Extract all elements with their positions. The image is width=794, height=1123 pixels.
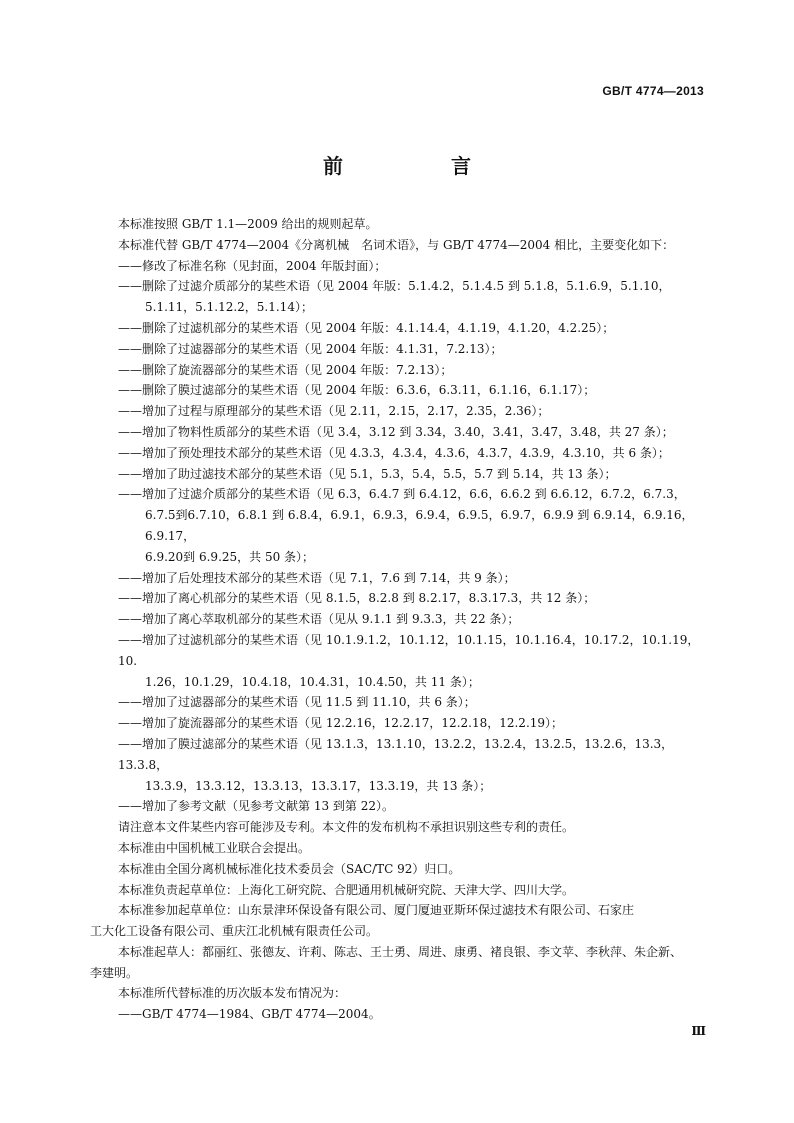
change-item-line: ——增加了过滤介质部分的某些术语（见 6.3，6.4.7 到 6.4.12，6.6，6.6.2 到 6.6.12，6.7.2，6.7.3， [118, 487, 686, 502]
change-item-line: ——增加了预处理技术部分的某些术语（见 4.3.3，4.3.4，4.3.6，4.3.7，4.3.9，4.3.10，共 6 条）； [118, 445, 670, 460]
change-item [118, 734, 706, 796]
change-item-continuation: 6.9.20到 6.9.25，共 50 条）； [145, 549, 315, 564]
change-item-line: ——删除了旋流器部分的某些术语（见 2004 年版：7.2.13）； [118, 362, 453, 377]
change-item [118, 256, 706, 277]
change-item-continuation: 6.7.5到6.7.10，6.8.1 到 6.8.4，6.9.1，6.9.3，6.9.4，6.9.5，6.9.7，6.9.9 到 6.9.14，6.9.16，6.9.17， [145, 508, 694, 543]
page-number: Ⅲ [691, 1024, 706, 1038]
change-item-line: ——增加了物料性质部分的某些术语（见 3.4，3.12 到 3.34，3.40，3.41，3.47，3.48，共 27 条）； [118, 424, 674, 439]
change-item-line: ——删除了过滤机部分的某些术语（见 2004 年版：4.1.14.4，4.1.19，4.1.20，4.2.25）； [118, 320, 615, 335]
change-item [118, 692, 706, 713]
change-item [118, 443, 706, 464]
change-item [118, 318, 706, 339]
change-item [118, 401, 706, 422]
note-paragraph [118, 859, 706, 880]
change-item-line: ——增加了离心机部分的某些术语（见 8.1.5，8.2.8 到 8.2.17，8.3.17.3，共 12 条）； [118, 591, 596, 606]
notes-list [90, 817, 706, 1004]
change-item-continuation: 1.26，10.1.29，10.4.18，10.4.31，10.4.50，共 11 条）； [145, 674, 480, 689]
document-body [90, 214, 706, 1025]
change-item-line: ——删除了膜过滤部分的某些术语（见 2004 年版：6.3.6，6.3.11，6.1.16，6.1.17）； [118, 383, 596, 398]
note-continuation: 工大化工设备有限公司、重庆江北机械有限责任公司。 [90, 924, 379, 939]
change-item [118, 422, 706, 443]
note-line: 本标准参加起草单位：山东景津环保设备有限公司、厦门厦迪亚斯环保过滤技术有限公司、石家庄 [118, 903, 635, 918]
note-line: 本标准起草人：都丽红、张德友、许莉、陈志、王士勇、周进、康勇、褚良银、李文苹、李秋萍、朱企新、 [118, 944, 683, 959]
change-item [118, 484, 706, 567]
intro-line: 本标准按照 GB/T 1.1—2009 给出的规则起草。 [118, 217, 378, 231]
change-item [118, 568, 706, 589]
change-item-line: ——删除了过滤器部分的某些术语（见 2004 年版：4.1.31，7.2.13）； [118, 341, 503, 356]
change-item-line: ——增加了离心萃取机部分的某些术语（见从 9.1.1 到 9.3.3，共 22 条）； [118, 612, 520, 627]
change-item [118, 588, 706, 609]
change-item-line: ——增加了参考文献（见参考文献第 13 到第 22）。 [118, 799, 394, 814]
change-item-line: ——增加了助过滤技术部分的某些术语（见 5.1，5.3，5.4，5.5，5.7 到 5.14，共 13 条）； [118, 466, 617, 481]
note-paragraph [118, 817, 706, 838]
page-title: 前 言 [323, 154, 515, 178]
history-item: ——GB/T 4774—1984、GB/T 4774—2004。 [118, 1007, 381, 1022]
change-item-continuation: 13.3.9，13.3.12，13.3.13，13.3.17，13.3.19，共 13 条）； [145, 778, 492, 793]
change-item [118, 380, 706, 401]
intro-line: 本标准代替 GB/T 4774—2004《分离机械 名词术语》，与 GB/T 4774—2004 相比，主要变化如下： [118, 237, 675, 252]
change-item-line: ——删除了过滤介质部分的某些术语（见 2004 年版：5.1.4.2，5.1.4.5 到 5.1.8，5.1.6.9，5.1.10， [118, 279, 671, 294]
change-item-continuation: 5.1.11，5.1.12.2，5.1.14）； [145, 300, 313, 315]
change-item [118, 713, 706, 734]
note-line: 本标准所代替标准的历次版本发布情况为： [118, 986, 347, 1001]
changes-list [118, 256, 706, 818]
note-line: 请注意本文件某些内容可能涉及专利。本文件的发布机构不承担识别这些专利的责任。 [118, 820, 575, 835]
change-item [118, 360, 706, 381]
note-paragraph [118, 838, 706, 859]
change-item [118, 339, 706, 360]
note-paragraph [118, 983, 706, 1004]
change-item-line: ——增加了过程与原理部分的某些术语（见 2.11，2.15，2.17，2.35，2.36）； [118, 404, 550, 419]
change-item [118, 609, 706, 630]
note-paragraph [90, 900, 706, 942]
change-item-line: ——增加了过滤器部分的某些术语（见 11.5 到 11.10，共 6 条）； [118, 695, 476, 710]
change-item-line: ——修改了标准名称（见封面，2004 年版封面）； [118, 258, 387, 273]
note-line: 本标准由全国分离机械标准化技术委员会（SAC/TC 92）归口。 [118, 861, 461, 876]
change-item-line: ——增加了旋流器部分的某些术语（见 12.2.16，12.2.17，12.2.18，12.2.19）； [118, 716, 564, 731]
change-item-line: ——增加了膜过滤部分的某些术语（见 13.1.3，13.1.10，13.2.2，13.2.4，13.2.5，13.2.6，13.3，13.3.8， [118, 736, 674, 772]
change-item [118, 464, 706, 485]
change-item-line: ——增加了后处理技术部分的某些术语（见 7.1，7.6 到 7.14，共 9 条）； [118, 570, 516, 585]
note-continuation: 李建明。 [90, 965, 139, 980]
change-item [118, 796, 706, 817]
note-line: 本标准由中国机械工业联合会提出。 [118, 840, 311, 855]
note-paragraph [118, 880, 706, 901]
change-item-line: ——增加了过滤机部分的某些术语（见 10.1.9.1.2，10.1.12，10.1.15，10.1.16.4，10.17.2，10.1.19，10. [118, 632, 700, 668]
standard-code: GB/T 4774—2013 [602, 84, 704, 98]
change-item [118, 276, 706, 318]
note-paragraph [90, 942, 706, 984]
note-line: 本标准负责起草单位：上海化工研究院、合肥通用机械研究院、天津大学、四川大学。 [118, 882, 575, 897]
change-item [118, 630, 706, 692]
